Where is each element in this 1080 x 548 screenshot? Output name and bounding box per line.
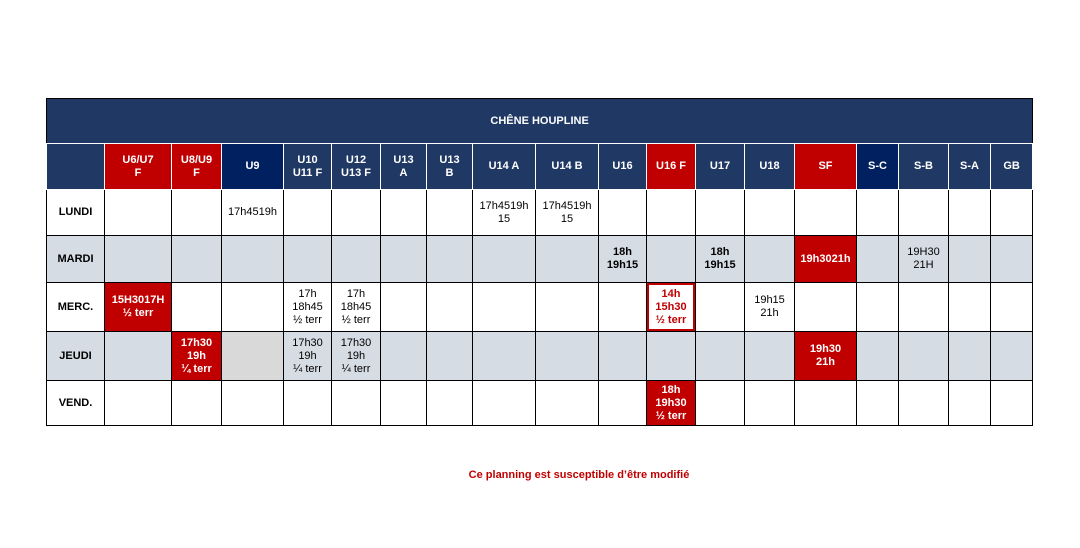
column-header xyxy=(172,144,222,190)
schedule-cell-text: 19h15 21h xyxy=(754,294,785,319)
column-header-label: S-C xyxy=(868,160,887,172)
column-header-label: U8/U9 F xyxy=(180,153,213,179)
schedule-cell xyxy=(284,283,332,332)
schedule-cell xyxy=(427,283,473,332)
schedule-cell xyxy=(647,190,696,236)
column-header-label: S-B xyxy=(914,160,933,172)
column-header-label: U10 U11 F xyxy=(292,153,323,179)
schedule-cell-text: 19H30 21H xyxy=(907,246,940,271)
schedule-cell-text: 17h30 19h ¼ terr xyxy=(180,336,213,375)
schedule-cell-text: 18h 19h15 xyxy=(704,246,736,271)
column-header xyxy=(105,144,172,190)
schedule-cell xyxy=(899,332,949,381)
schedule-cell xyxy=(857,283,899,332)
schedule-cell-text: 14h 15h30 ½ terr xyxy=(655,287,687,326)
column-header xyxy=(795,144,857,190)
schedule-cell xyxy=(284,236,332,283)
column-header-label: U13 B xyxy=(439,153,460,179)
day-label: JEUDI xyxy=(47,332,105,381)
column-header-label: U18 xyxy=(759,160,780,172)
day-label: MERC. xyxy=(47,283,105,332)
header-corner xyxy=(47,144,105,190)
schedule-cell xyxy=(381,190,427,236)
column-header-label: U16 xyxy=(612,160,633,172)
schedule-cell xyxy=(105,236,172,283)
column-header xyxy=(427,144,473,190)
footer-note: Ce planning est susceptible d’être modifié xyxy=(468,469,690,481)
day-label: VEND. xyxy=(47,381,105,426)
schedule-cell xyxy=(599,332,647,381)
schedule-cell xyxy=(172,332,222,381)
schedule-cell xyxy=(857,332,899,381)
schedule-cell xyxy=(949,236,991,283)
schedule-cell xyxy=(172,381,222,426)
schedule-cell xyxy=(745,283,795,332)
schedule-cell xyxy=(473,236,536,283)
schedule-cell xyxy=(427,332,473,381)
schedule-cell xyxy=(105,283,172,332)
schedule-cell xyxy=(536,236,599,283)
schedule-cell xyxy=(857,236,899,283)
schedule-cell xyxy=(991,190,1033,236)
column-header xyxy=(536,144,599,190)
schedule-cell xyxy=(949,381,991,426)
schedule-cell xyxy=(991,236,1033,283)
schedule-cell xyxy=(745,236,795,283)
schedule-cell xyxy=(949,190,991,236)
schedule-cell xyxy=(536,381,599,426)
schedule-cell xyxy=(745,332,795,381)
schedule-cell xyxy=(105,381,172,426)
schedule-cell xyxy=(381,236,427,283)
schedule-cell xyxy=(696,283,745,332)
schedule-cell xyxy=(599,190,647,236)
schedule-cell xyxy=(857,190,899,236)
schedule-cell xyxy=(427,236,473,283)
schedule-cell xyxy=(949,332,991,381)
schedule-cell xyxy=(696,190,745,236)
schedule-cell xyxy=(473,381,536,426)
column-header-label: U16 F xyxy=(656,160,686,172)
schedule-cell xyxy=(795,236,857,283)
schedule-cell-text: 18h 19h30 ½ terr xyxy=(655,383,687,422)
table-row xyxy=(47,332,1033,381)
schedule-cell xyxy=(332,332,381,381)
schedule-cell xyxy=(599,236,647,283)
schedule-cell xyxy=(647,332,696,381)
schedule-cell xyxy=(381,332,427,381)
schedule-cell xyxy=(696,332,745,381)
table-row xyxy=(47,236,1033,283)
schedule-cell xyxy=(991,283,1033,332)
schedule-cell xyxy=(857,381,899,426)
schedule-cell-text: 17h30 19h ¼ terr xyxy=(292,336,323,375)
schedule-cell-text: 17h4519h 15 xyxy=(542,199,592,225)
schedule-cell-text: 17h4519h xyxy=(228,206,277,218)
column-header xyxy=(647,144,696,190)
schedule-cell-text: 17h4519h 15 xyxy=(479,199,529,225)
column-header xyxy=(899,144,949,190)
column-header xyxy=(284,144,332,190)
day-label: LUNDI xyxy=(47,190,105,236)
column-header xyxy=(473,144,536,190)
schedule-cell xyxy=(536,332,599,381)
schedule-cell-text: 17h 18h45 ½ terr xyxy=(340,287,372,326)
schedule-cell xyxy=(427,381,473,426)
header-row xyxy=(47,144,1033,190)
schedule-cell xyxy=(284,381,332,426)
schedule-cell xyxy=(105,332,172,381)
schedule-cell xyxy=(172,190,222,236)
column-header-label: S-A xyxy=(960,160,979,172)
column-header xyxy=(222,144,284,190)
column-header-label: SF xyxy=(818,160,833,172)
table-row xyxy=(47,381,1033,426)
column-header xyxy=(381,144,427,190)
schedule-cell xyxy=(222,190,284,236)
schedule-cell xyxy=(696,236,745,283)
schedule-cell xyxy=(745,381,795,426)
schedule-cell xyxy=(795,190,857,236)
schedule-cell xyxy=(222,236,284,283)
schedule-cell-text: 18h 19h15 xyxy=(606,246,639,271)
schedule-cell xyxy=(536,190,599,236)
column-header xyxy=(949,144,991,190)
table-title: CHÊNE HOUPLINE xyxy=(47,99,1033,144)
column-header-label: U14 A xyxy=(488,160,520,172)
schedule-cell-text: 15H3017H ½ terr xyxy=(111,294,165,319)
column-header-label: U17 xyxy=(709,160,731,172)
schedule-cell xyxy=(332,236,381,283)
schedule-cell xyxy=(899,190,949,236)
column-header-label: U9 xyxy=(245,160,260,172)
schedule-cell xyxy=(647,283,696,332)
schedule-cell xyxy=(284,190,332,236)
schedule-cell xyxy=(105,190,172,236)
schedule-cell xyxy=(381,381,427,426)
schedule-cell xyxy=(222,332,284,381)
schedule-cell xyxy=(473,332,536,381)
schedule-cell xyxy=(795,283,857,332)
schedule-cell xyxy=(172,283,222,332)
schedule-cell-text: 17h30 19h ¼ terr xyxy=(340,336,372,375)
planning-table xyxy=(46,98,1033,426)
schedule-cell-text: 19h30 21h xyxy=(809,343,842,368)
schedule-cell xyxy=(332,381,381,426)
column-header xyxy=(599,144,647,190)
column-header-label: U6/U7 F xyxy=(122,153,154,179)
schedule-cell xyxy=(284,332,332,381)
column-header-label: U14 B xyxy=(551,160,583,172)
column-header xyxy=(745,144,795,190)
column-header xyxy=(696,144,745,190)
schedule-cell xyxy=(473,190,536,236)
schedule-cell xyxy=(795,332,857,381)
day-label: MARDI xyxy=(47,236,105,283)
schedule-cell-text: 19h3021h xyxy=(800,252,851,265)
table-row xyxy=(47,190,1033,236)
column-header xyxy=(332,144,381,190)
schedule-cell xyxy=(332,190,381,236)
table-row xyxy=(47,283,1033,332)
schedule-cell xyxy=(222,283,284,332)
schedule-cell xyxy=(536,283,599,332)
schedule-cell xyxy=(899,283,949,332)
schedule-cell xyxy=(899,381,949,426)
column-header xyxy=(857,144,899,190)
schedule-cell xyxy=(991,332,1033,381)
schedule-cell xyxy=(222,381,284,426)
schedule-cell xyxy=(599,381,647,426)
column-header xyxy=(991,144,1033,190)
schedule-cell xyxy=(647,381,696,426)
schedule-cell xyxy=(949,283,991,332)
schedule-cell xyxy=(795,381,857,426)
schedule-cell xyxy=(745,190,795,236)
schedule-cell xyxy=(991,381,1033,426)
schedule-cell xyxy=(473,283,536,332)
schedule-cell-text: 17h 18h45 ½ terr xyxy=(292,287,323,326)
column-header-label: U12 U13 F xyxy=(341,153,371,179)
schedule-cell xyxy=(599,283,647,332)
schedule-cell xyxy=(647,236,696,283)
schedule-cell xyxy=(899,236,949,283)
schedule-cell xyxy=(332,283,381,332)
schedule-cell xyxy=(172,236,222,283)
column-header-label: U13 A xyxy=(393,153,414,179)
schedule-cell xyxy=(427,190,473,236)
column-header-label: GB xyxy=(1003,160,1020,172)
schedule-cell xyxy=(381,283,427,332)
schedule-cell xyxy=(696,381,745,426)
